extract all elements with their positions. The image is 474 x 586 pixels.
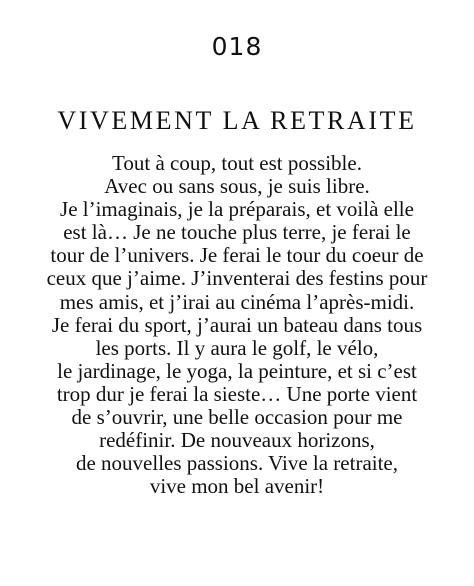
page-number: 018 [211, 32, 263, 61]
poem-line: mes amis, et j’irai au cinéma l’après-midi. [59, 289, 415, 314]
poem-line: redéfinir. De nouveaux horizons, [99, 428, 375, 453]
poem-line: Avec ou sans sous, je suis libre. [104, 174, 370, 199]
poem-line: Je l’imaginais, je la préparais, et voilà elle [60, 197, 414, 222]
poem-line: de nouvelles passions. Vive la retraite, [75, 451, 398, 476]
poem-line: trop dur je ferai la sieste… Une porte vient [56, 381, 418, 406]
poem-line: les ports. Il y aura le golf, le vélo, [95, 335, 379, 360]
poem-line: tour de l’univers. Je ferai le tour du coeur de [50, 243, 424, 268]
poem-body [0, 152, 474, 498]
poem-line: est là… Je ne touche plus terre, je ferai le [63, 220, 411, 245]
page-title: VIVEMENT LA RETRAITE [57, 106, 417, 135]
poem-line: Je ferai du sport, j’aurai un bateau dans tous [51, 312, 423, 337]
poem-line: Tout à coup, tout est possible. [112, 151, 362, 175]
poem-line: vive mon bel avenir! [149, 474, 325, 499]
poem-line: ceux que j’aime. J’inventerai des festins pour [46, 266, 428, 291]
poem-line: le jardinage, le yoga, la peinture, et si c’est [57, 358, 417, 383]
poem-line: de s’ouvrir, une belle occasion pour me [71, 405, 403, 430]
